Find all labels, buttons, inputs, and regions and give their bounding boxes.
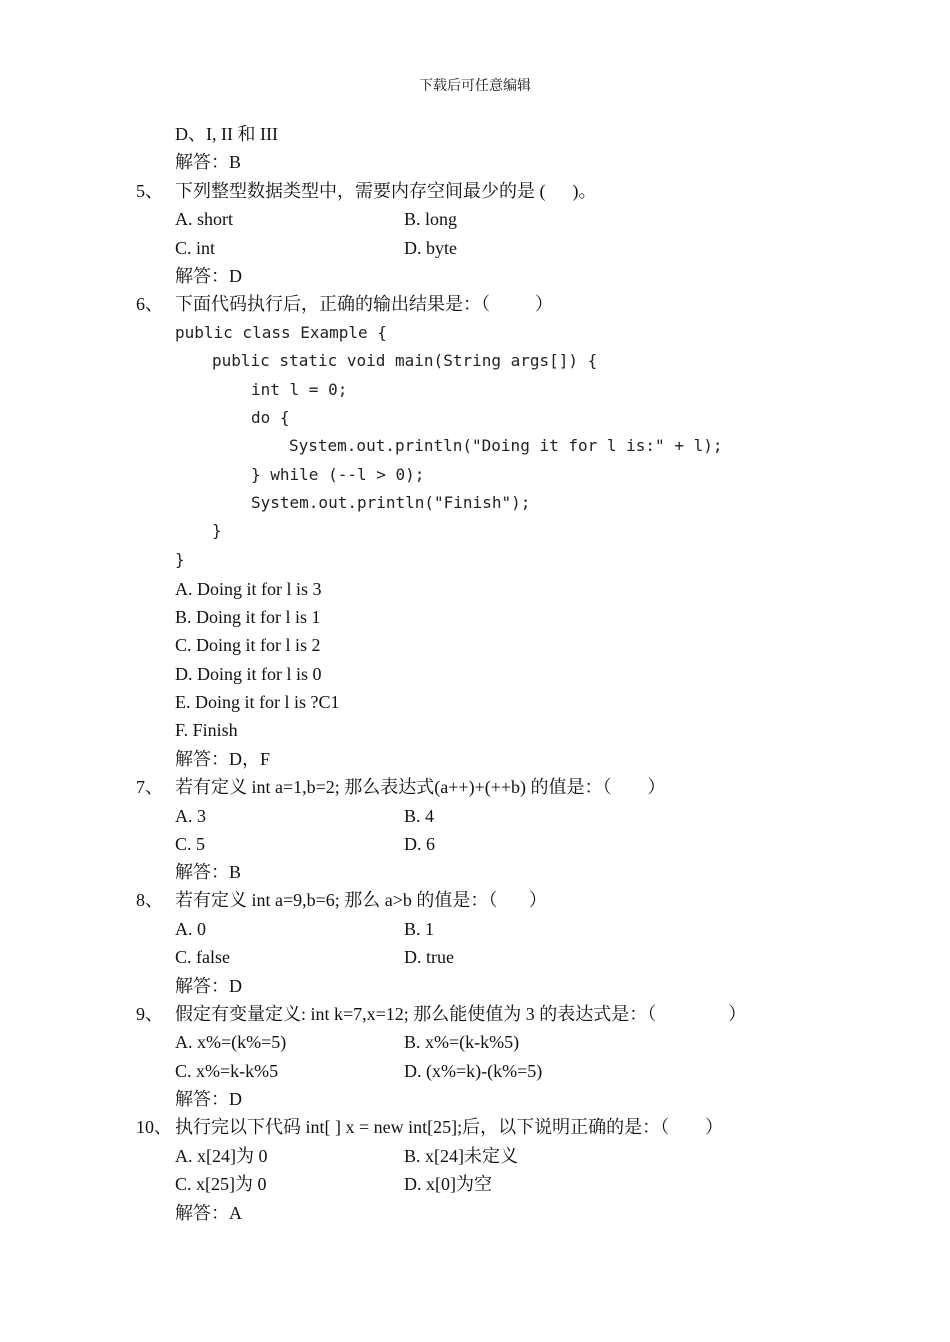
q5-option-b: B. long xyxy=(404,209,458,229)
q6-option-c: C. Doing it for l is 2 xyxy=(175,635,321,655)
q5-stem: 下列整型数据类型中，需要内存空间最少的是 ( )。 xyxy=(175,181,597,201)
q8-answer: 解答：D xyxy=(175,976,242,996)
q10-option-a: A. x[24]为 0 xyxy=(175,1146,268,1166)
prev-answer: 解答：B xyxy=(175,152,242,172)
q6-code-line: public class Example { xyxy=(175,323,387,342)
q7-option-d: D. 6 xyxy=(404,834,435,854)
q8-stem: 若有定义 int a=9,b=6; 那么 a>b 的值是：（ ） xyxy=(175,890,547,910)
q7-option-b: B. 4 xyxy=(404,806,435,826)
q6-code-line: } while (--l > 0); xyxy=(251,465,425,484)
q9-answer: 解答：D xyxy=(175,1089,242,1109)
q6-option-a: A. Doing it for l is 3 xyxy=(175,579,322,599)
q6-code-line: public static void main(String args[]) { xyxy=(212,351,598,370)
q9-option-a: A. x%=(k%=5) xyxy=(175,1032,287,1052)
q6-code-line: } xyxy=(175,550,185,569)
q8-number: 8、 xyxy=(136,890,163,910)
q6-code-line: System.out.println("Finish"); xyxy=(251,493,531,512)
q7-answer: 解答：B xyxy=(175,862,242,882)
page-header: 下载后可任意编辑 xyxy=(419,79,531,94)
q10-answer: 解答：A xyxy=(175,1203,242,1223)
q6-code-line: do { xyxy=(251,408,290,427)
q10-stem: 执行完以下代码 int[ ] x = new int[25];后，以下说明正确的是：（ ） xyxy=(175,1117,724,1137)
q10-option-d: D. x[0]为空 xyxy=(404,1174,492,1194)
q6-number: 6、 xyxy=(136,294,163,314)
q6-code-line: System.out.println("Doing it for l is:" + l); xyxy=(289,436,723,455)
q9-number: 9、 xyxy=(136,1004,163,1024)
q6-option-d: D. Doing it for l is 0 xyxy=(175,664,322,684)
q6-option-b: B. Doing it for l is 1 xyxy=(175,607,321,627)
q6-code-line: } xyxy=(212,521,222,540)
q10-option-c: C. x[25]为 0 xyxy=(175,1174,267,1194)
q7-option-a: A. 3 xyxy=(175,806,206,826)
q8-option-b: B. 1 xyxy=(404,919,435,939)
q7-option-c: C. 5 xyxy=(175,834,206,854)
q5-option-d: D. byte xyxy=(404,238,457,258)
q6-option-e: E. Doing it for l is ?C1 xyxy=(175,692,340,712)
q5-answer: 解答：D xyxy=(175,266,242,286)
q7-number: 7、 xyxy=(136,777,163,797)
q9-option-c: C. x%=k-k%5 xyxy=(175,1061,279,1081)
q6-option-f: F. Finish xyxy=(175,720,238,740)
q9-option-d: D. (x%=k)-(k%=5) xyxy=(404,1061,543,1081)
q8-option-a: A. 0 xyxy=(175,919,206,939)
q10-option-b: B. x[24]未定义 xyxy=(404,1146,518,1166)
q5-option-a: A. short xyxy=(175,209,233,229)
q8-option-d: D. true xyxy=(404,947,454,967)
q8-option-c: C. false xyxy=(175,947,230,967)
q9-stem: 假定有变量定义: int k=7,x=12; 那么能使值为 3 的表达式是：（ ） xyxy=(175,1004,747,1024)
q7-stem: 若有定义 int a=1,b=2; 那么表达式(a++)+(++b) 的值是：（ ） xyxy=(175,777,666,797)
q5-number: 5、 xyxy=(136,181,163,201)
q10-number: 10、 xyxy=(136,1117,172,1137)
q6-answer: 解答：D，F xyxy=(175,749,271,769)
q6-stem: 下面代码执行后，正确的输出结果是：（ ） xyxy=(175,294,553,314)
prev-option-d: D、I, II 和 III xyxy=(175,124,278,144)
q9-option-b: B. x%=(k-k%5) xyxy=(404,1032,520,1052)
q5-option-c: C. int xyxy=(175,238,216,258)
q6-code-line: int l = 0; xyxy=(251,380,348,399)
